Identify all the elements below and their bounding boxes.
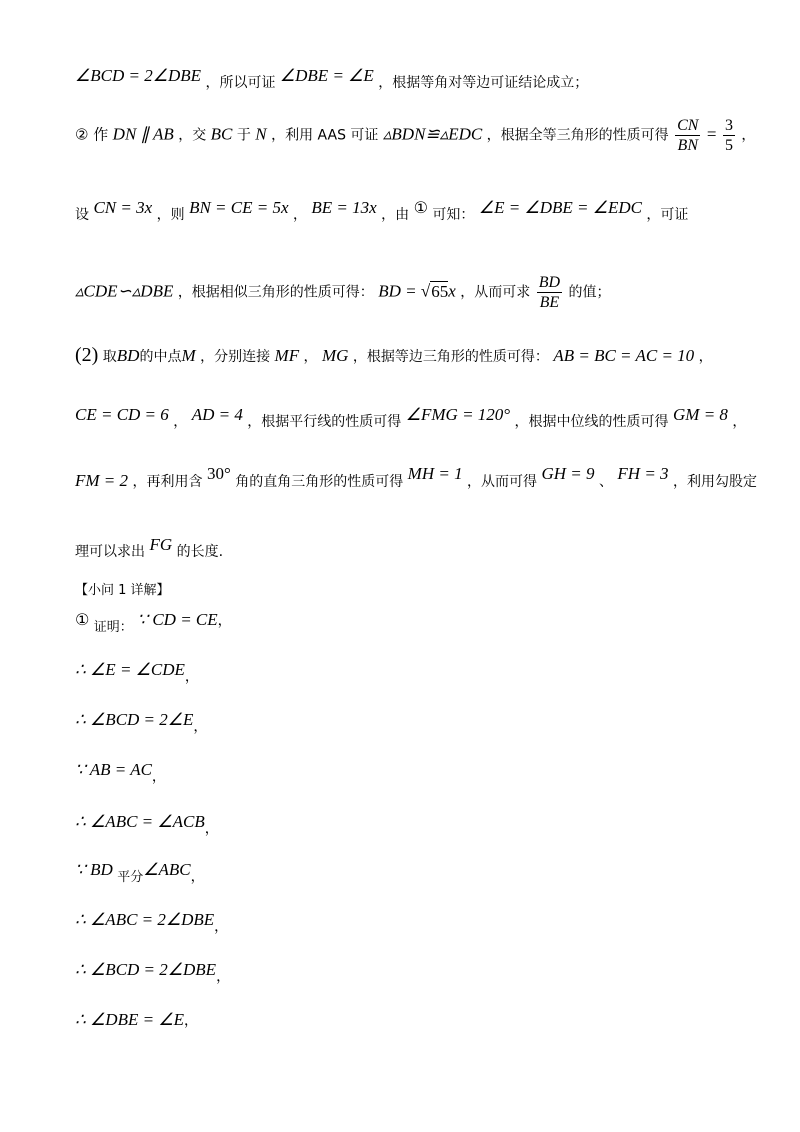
math-expression: ∠DBE = ∠E: [279, 66, 374, 85]
math-expression: CN = 3x: [93, 198, 153, 217]
math-expression: =: [706, 124, 717, 144]
math-expression: ∵ AB = AC: [75, 760, 152, 779]
math-expression: ∠BCD = 2∠DBE: [75, 66, 201, 85]
math-expression: ∴ ∠E = ∠CDE: [75, 660, 185, 679]
math-expression: FM = 2: [75, 471, 129, 490]
math-expression: ∠ABC: [143, 860, 191, 879]
text-line: [75, 345, 713, 367]
text-run: ，: [193, 719, 208, 735]
text-run: ，根据相似三角形的性质可得：: [177, 284, 374, 301]
text-run: 的中点: [139, 349, 182, 365]
math-expression: DN ∥ AB: [112, 124, 174, 144]
text-run: 证明：: [93, 620, 133, 635]
text-run: ，根据平行线的性质可得: [247, 414, 402, 430]
proof-line: [75, 710, 208, 735]
sqrt-radicand: 65: [431, 281, 449, 301]
math-expression: CE = CD = 6: [75, 405, 169, 424]
math-expression: ▵BDN≌▵EDC: [382, 124, 483, 144]
text-run: ，从而可得: [467, 474, 538, 490]
text-run: 可知：: [432, 207, 475, 223]
section-heading: [75, 580, 170, 601]
text-line: [75, 610, 232, 635]
proof-line: [75, 860, 205, 885]
text-run: ② 作: [75, 125, 109, 144]
math-expression: x: [448, 281, 456, 301]
text-run: ，利用勾股定: [673, 474, 758, 490]
circled-number: ①: [75, 610, 90, 629]
text-run: ，: [173, 414, 188, 430]
fraction-numerator: CN: [677, 117, 699, 134]
text-run: ，则: [156, 207, 185, 223]
math-expression: BN = CE = 5x: [189, 198, 289, 217]
math-expression: GH = 9: [541, 464, 595, 483]
text-run: ，所以可证: [205, 75, 276, 91]
math-expression: BD: [116, 346, 140, 365]
text-run: 角的直角三角形的性质可得: [235, 474, 404, 490]
fraction-denominator: BN: [677, 137, 698, 154]
math-expression: ∠FMG = 120°: [405, 405, 511, 424]
text-run: ，从而可求: [460, 284, 531, 301]
math-expression: ∵ CD = CE: [137, 610, 218, 629]
text-run: ，: [732, 414, 747, 430]
math-expression: N: [255, 124, 267, 144]
math-expression: BC: [210, 124, 233, 144]
math-expression: ∴ ∠BCD = 2∠DBE: [75, 960, 217, 979]
fraction-cn-bn: [675, 116, 700, 155]
text-run: 平分: [117, 870, 144, 885]
proof-line: [75, 660, 199, 685]
circled-number: ①: [413, 198, 428, 217]
text-run: ，根据等角对等边可证结论成立；: [378, 75, 589, 91]
text-line: [75, 198, 689, 223]
fraction-numerator: 3: [724, 117, 733, 134]
text-run: ，: [184, 669, 199, 685]
part-number: (2): [75, 344, 99, 366]
text-run: ，: [183, 1013, 198, 1029]
math-expression: MH = 1: [407, 464, 463, 483]
fraction-bd-be: [537, 273, 562, 312]
math-expression: ∴ ∠ABC = 2∠DBE: [75, 910, 215, 929]
math-expression: M: [181, 346, 196, 365]
text-line: [75, 66, 589, 91]
text-run: ，: [303, 349, 318, 365]
text-run: ，: [217, 613, 232, 629]
text-run: ，: [204, 821, 219, 837]
text-line: [75, 273, 610, 312]
text-run: 取: [102, 349, 117, 365]
text-run: 的值；: [568, 284, 611, 301]
text-run: ，根据等边三角形的性质可得：: [352, 349, 549, 365]
proof-line: [75, 760, 166, 785]
text-run: ，: [741, 127, 756, 144]
math-expression: ▵CDE∽▵DBE: [75, 281, 174, 301]
text-run: ，再利用含: [132, 474, 203, 490]
math-expression: ∴ ∠BCD = 2∠E: [75, 710, 194, 729]
text-run: ，由: [381, 207, 410, 223]
text-run: ，根据全等三角形的性质可得: [486, 127, 669, 144]
fraction-three-fifths: [723, 116, 735, 155]
text-run: ，: [190, 869, 205, 885]
math-expression: ∴ ∠ABC = ∠ACB: [75, 812, 205, 831]
math-expression: BE = 13x: [311, 198, 377, 217]
math-expression: ∠E = ∠DBE = ∠EDC: [478, 198, 642, 217]
math-expression: FH = 3: [617, 464, 669, 483]
text-run: 、: [598, 474, 613, 490]
math-expression: ∴ ∠DBE = ∠E: [75, 1010, 184, 1029]
text-run: 的长度.: [176, 544, 224, 560]
text-run: ，分别连接: [200, 349, 271, 365]
text-run: 设: [75, 207, 89, 223]
text-line: [75, 116, 755, 155]
text-run: ，: [214, 919, 229, 935]
text-run: 【小问 1 详解】: [75, 583, 170, 598]
text-run: ，利用 AAS 可证: [271, 127, 379, 144]
text-run: ，: [151, 769, 166, 785]
text-line: [75, 405, 747, 430]
math-expression: MG: [321, 346, 349, 365]
math-expression: AB = BC = AC = 10: [553, 346, 695, 365]
text-run: ，可证: [646, 207, 689, 223]
proof-line: [75, 1010, 198, 1031]
text-run: 于: [236, 127, 251, 144]
fraction-denominator: BE: [539, 294, 560, 311]
proof-line: [75, 812, 219, 837]
text-run: ，根据中位线的性质可得: [514, 414, 669, 430]
text-line: [75, 535, 224, 560]
text-run: ，: [698, 349, 713, 365]
fraction-denominator: 5: [724, 137, 733, 154]
fraction-numerator: BD: [538, 274, 561, 291]
text-line: [75, 464, 758, 492]
text-run: ，: [292, 207, 307, 223]
math-expression: GM = 8: [673, 405, 728, 424]
math-expression: MF: [274, 346, 300, 365]
text-run: ，: [216, 969, 231, 985]
math-expression: AD = 4: [191, 405, 243, 424]
proof-line: [75, 910, 229, 935]
math-expression: FG: [149, 535, 173, 554]
text-run: 理可以求出: [75, 544, 145, 560]
proof-line: [75, 960, 231, 985]
text-run: ，交: [178, 127, 207, 144]
math-expression: BD =: [378, 281, 421, 301]
math-expression: ∵ BD: [75, 860, 113, 879]
sqrt-icon: √: [420, 281, 431, 301]
math-expression: 30°: [206, 464, 231, 483]
